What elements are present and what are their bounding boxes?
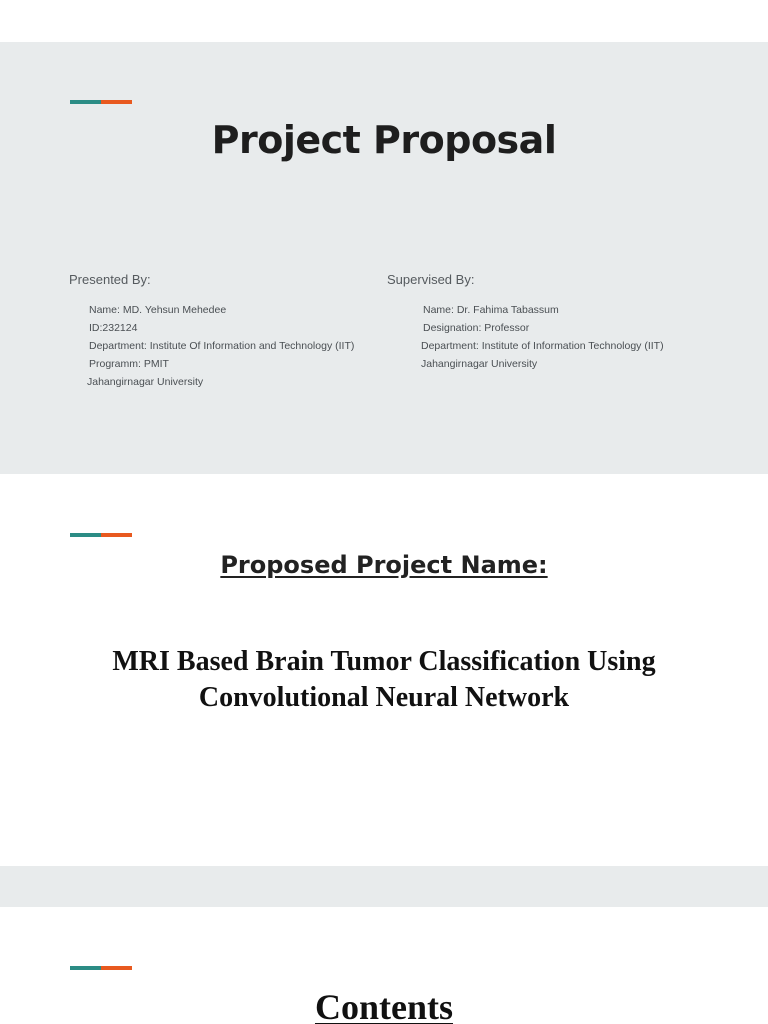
accent-teal-segment <box>70 100 101 104</box>
proposed-project-heading: Proposed Project Name: <box>220 551 548 579</box>
title-slide <box>0 42 768 474</box>
slide-divider <box>0 866 768 907</box>
supervisor-university: Jahangirnagar University <box>421 358 538 370</box>
presenter-department: Department: Institute Of Information and Technology (IIT) <box>89 340 355 352</box>
supervisor-designation: Designation: Professor <box>423 322 530 334</box>
accent-bar-contents <box>70 966 132 970</box>
presenter-id: ID:232124 <box>89 322 138 334</box>
accent-orange-segment <box>101 533 132 537</box>
accent-bar-project <box>70 533 132 537</box>
supervisor-name: Name: Dr. Fahima Tabassum <box>423 304 559 316</box>
slide-title: Project Proposal <box>211 118 557 162</box>
supervised-by-label: Supervised By: <box>387 272 475 287</box>
supervisor-department: Department: Institute of Information Technology (IIT) <box>421 340 664 352</box>
presenter-university: Jahangirnagar University <box>87 376 204 388</box>
presenter-program: Programm: PMIT <box>89 358 169 370</box>
supervisor-details <box>423 301 664 373</box>
project-name: MRI Based Brain Tumor Classification Using Convolutional Neural Network <box>112 646 656 713</box>
accent-teal-segment <box>70 966 101 970</box>
accent-teal-segment <box>70 533 101 537</box>
presenter-details <box>89 301 354 391</box>
contents-heading: Contents <box>314 987 453 1024</box>
presenter-name: Name: MD. Yehsun Mehedee <box>89 304 227 316</box>
presented-by-label: Presented By: <box>69 272 151 287</box>
accent-orange-segment <box>101 966 132 970</box>
accent-bar-title <box>70 100 132 104</box>
accent-orange-segment <box>101 100 132 104</box>
